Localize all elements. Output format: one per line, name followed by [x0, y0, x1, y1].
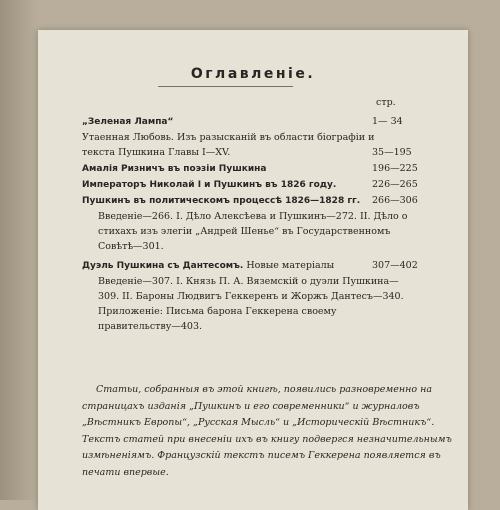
- toc-entry-pages: 1— 34: [372, 116, 403, 127]
- toc-entry-title: Амалія Ризничъ въ поэзіи Пушкина: [82, 164, 267, 174]
- toc-subentry-text: Введеніе—307. I. Князь П. А. Вяземскій о дуэли Пушкина—309. II. Бароны Людвигъ Геккеренъ и Жоржъ Дантесъ—340. Приложеніе: Письма барона Геккерена своему правительству—403.: [98, 276, 404, 332]
- toc-entry-pages: 266—306: [372, 195, 418, 206]
- toc-subentry-text: Введеніе—266. I. Дѣло Алексѣева и Пушкинъ—272. II. Дѣло о стихахъ изъ элегіи „Андрей Шенье“ въ Государственномъ Совѣтѣ—301.: [98, 211, 408, 252]
- toc-entry: [82, 130, 410, 160]
- toc-entry-title: Дуэль Пушкина съ Дантесомъ.: [82, 261, 244, 271]
- toc-entry-pages: 196—225: [372, 163, 418, 174]
- book-page: [38, 30, 468, 510]
- footer-note: Статьи, собранныя въ этой книгѣ, появились разновременно на страницахъ изданія „Пушкинъ и его современники“ и журналовъ „Вѣстникъ Европы“, „Русская Мысль“ и „Историческій Вѣстникъ“. Текстъ статей при внесеніи ихъ въ книгу подвергся незначительнымъ измѣненіямъ. Французскій текстъ писемъ Геккерена появляется въ печати впервые.: [82, 384, 452, 478]
- toc-entry: [82, 193, 410, 209]
- page-shadow: [0, 0, 38, 500]
- toc-entry-pages: 35—195: [372, 147, 412, 158]
- toc-entry: [82, 258, 410, 274]
- toc-entry: [82, 177, 410, 193]
- toc-entry-pages: 307—402: [372, 260, 418, 271]
- toc-entry-title: Императоръ Николай I и Пушкинъ въ 1826 году.: [82, 180, 337, 190]
- page-column-label: стр.: [376, 97, 396, 108]
- toc-entry: [82, 114, 410, 130]
- title-underline: [158, 86, 293, 87]
- page-title: Оглавленіе.: [190, 66, 316, 82]
- toc-entry-subtitle: Новые матеріалы: [243, 260, 335, 271]
- toc-entry-title: Утаенная Любовь. Изъ разысканій въ области біографіи и текста Пушкина Главы I—XV.: [82, 132, 375, 158]
- toc-subentry: [98, 209, 408, 254]
- toc-subentry: [98, 274, 408, 334]
- toc-entry: [82, 161, 410, 177]
- toc-entry-title: Пушкинъ въ политическомъ процессѣ 1826—1828 гг.: [82, 196, 361, 206]
- toc-entry-pages: 226—265: [372, 179, 418, 190]
- toc-entry-title: „Зеленая Лампа“: [82, 117, 174, 127]
